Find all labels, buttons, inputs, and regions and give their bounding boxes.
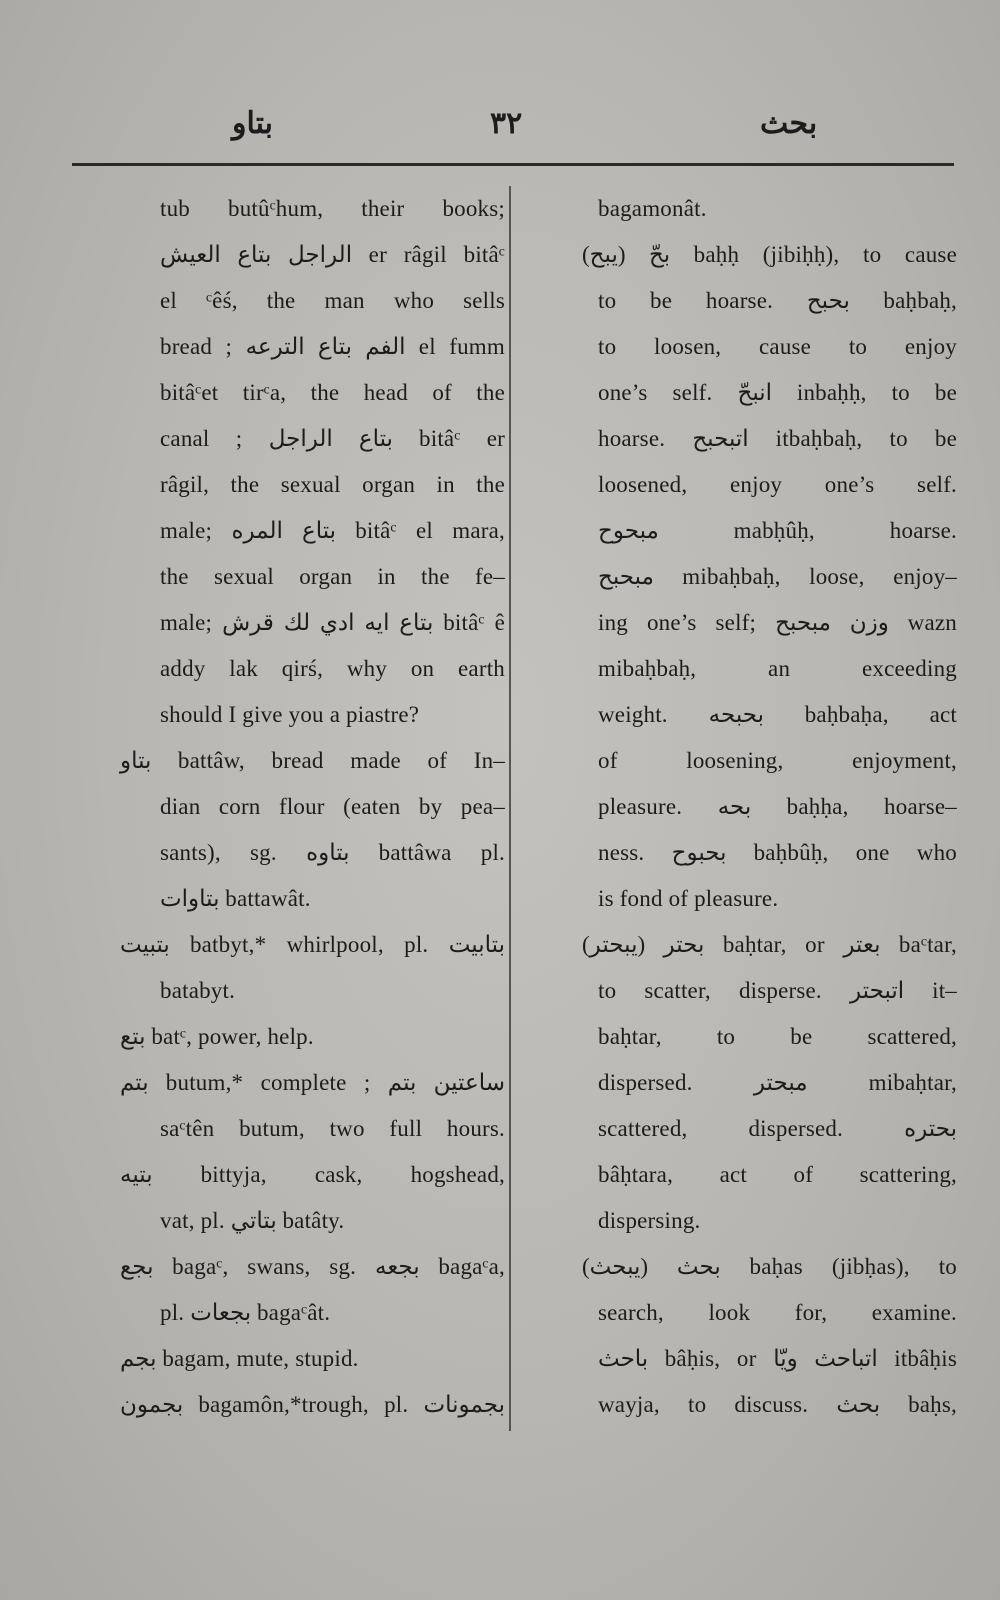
text-line: male; بتاع ايه ادي لك قرش bitâᶜ ê: [160, 610, 505, 635]
entry-headword-line: بتبيت batbyt,* whirlpool, pl. بتابيت: [120, 932, 505, 957]
text-line: باحث bâḥis, or اتباحث ويّا itbâḥis: [598, 1346, 957, 1371]
text-line: male; بتاع المره bitâᶜ el mara,: [160, 518, 505, 543]
text-line: to loosen, cause to enjoy: [598, 334, 957, 359]
entry-headword-line: بتاو battâw, bread made of In–: [120, 748, 505, 773]
header-right-catchword: بحث: [760, 106, 818, 141]
text-line: râgil, the sexual organ in the: [160, 472, 505, 497]
text-line: canal ; بتاع الراجل bitâᶜ er: [160, 426, 505, 451]
header-left-catchword: بتاو: [232, 106, 274, 141]
text-line: addy lak qirś, why on earth: [160, 656, 505, 681]
text-line: ing one’s self; وزن مبحبح wazn: [598, 610, 958, 635]
entry-headword-line: بجمون bagamôn,*trough, pl. بجمونات: [120, 1392, 505, 1417]
text-line: to scatter, disperse. اتبحتر it–: [598, 978, 957, 1003]
entry-headword-line: بتع batᶜ, power, help.: [120, 1024, 314, 1049]
text-line: bagamonât.: [598, 196, 707, 221]
entry-headword-line: بتيه bittyja, cask, hogshead,: [120, 1162, 505, 1187]
text-line: hoarse. اتبحبح itbaḥbaḥ, to be: [598, 426, 957, 451]
text-line: بتاوات battawât.: [160, 886, 311, 911]
page-number: ٣٢: [490, 106, 523, 141]
text-line: dispersed. مبحتر mibaḥtar,: [598, 1070, 957, 1095]
column-divider: [509, 186, 511, 1431]
text-line: wayja, to discuss. بحث baḥs,: [598, 1392, 957, 1417]
text-line: dispersing.: [598, 1208, 701, 1233]
text-line: bâḥtara, act of scattering,: [598, 1162, 957, 1187]
text-line: is fond of pleasure.: [598, 886, 779, 911]
text-line: should I give you a piastre?: [160, 702, 420, 727]
text-line: search, look for, examine.: [598, 1300, 957, 1325]
text-line: vat, pl. بتاتي batâty.: [160, 1208, 345, 1233]
page-header: [0, 100, 1000, 150]
entry-headword-line: بجم bagam, mute, stupid.: [120, 1346, 359, 1371]
text-line: mibaḥbaḥ, an exceeding: [598, 656, 957, 681]
text-line: dian corn flour (eaten by pea–: [160, 794, 505, 819]
text-line: el ᶜêś, the man who sells: [160, 288, 505, 313]
text-line: bitâᶜet tirᶜa, the head of the: [160, 380, 505, 405]
text-line: scattered, dispersed. بحتره: [598, 1116, 957, 1141]
entry-headword-line: بجع bagaᶜ, swans, sg. بجعه bagaᶜa,: [120, 1254, 505, 1279]
entry-headword-line: بحّ (يبح) baḥḥ (jibiḥḥ), to cause: [582, 242, 957, 267]
text-line: sants), sg. بتاوه battâwa pl.: [160, 840, 506, 865]
header-rule: [72, 163, 954, 166]
text-line: baḥtar, to be scattered,: [598, 1024, 957, 1049]
text-line: مبحوح mabḥûḥ, hoarse.: [598, 518, 957, 543]
entry-headword-line: بتم butum,* complete ; ساعتين بتم: [120, 1070, 505, 1095]
text-line: tub butûᶜhum, their books;: [160, 196, 505, 221]
entry-headword-line: بحتر (يبحتر) baḥtar, or بعتر baᶜtar,: [582, 932, 957, 957]
text-line: pleasure. بحه baḥḥa, hoarse–: [598, 794, 957, 819]
entry-headword-line: بحث (يبحث) baḥas (jibḥas), to: [582, 1254, 957, 1279]
right-column: [582, 186, 957, 1428]
text-line: الراجل بتاع العيش er râgil bitâᶜ: [160, 242, 505, 267]
text-line: weight. بحبحه baḥbaḥa, act: [598, 702, 957, 727]
text-line: bread ; الفم بتاع الترعه el fumm: [160, 334, 505, 359]
text-line: of loosening, enjoyment,: [598, 748, 957, 773]
text-line: the sexual organ in the fe–: [160, 564, 505, 589]
text-line: loosened, enjoy one’s self.: [598, 472, 957, 497]
left-column: [120, 186, 505, 1428]
text-line: مبحبح mibaḥbaḥ, loose, enjoy–: [598, 564, 957, 589]
text-line: saᶜtên butum, two full hours.: [160, 1116, 505, 1141]
text-line: pl. بجعات bagaᶜât.: [160, 1300, 331, 1325]
text-line: ness. بحبوح baḥbûḥ, one who: [598, 840, 957, 865]
text-line: to be hoarse. بحبح baḥbaḥ,: [598, 288, 957, 313]
text-line: batabyt.: [160, 978, 236, 1003]
text-line: one’s self. انبحّ inbaḥḥ, to be: [598, 380, 957, 405]
